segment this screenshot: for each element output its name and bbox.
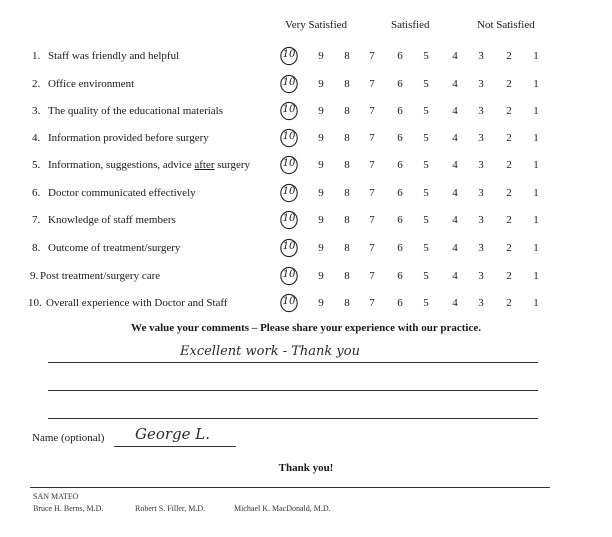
scale-value: 8 [344, 297, 350, 309]
scale-value: 3 [478, 50, 484, 62]
scale-value: 8 [344, 187, 350, 199]
footer-doctor-3: Michael K. MacDonald, M.D. [234, 504, 331, 513]
scale-value: 9 [318, 50, 324, 62]
scale-value: 2 [506, 297, 512, 309]
scale-value: 6 [397, 132, 403, 144]
scale-value: 6 [397, 297, 403, 309]
scale-value: 7 [369, 132, 375, 144]
scale-value: 2 [506, 187, 512, 199]
footer-rule [30, 487, 550, 488]
scale-value: 8 [344, 159, 350, 171]
footer-doctor-2: Robert S. Filler, M.D. [135, 504, 206, 513]
scale-value: 4 [452, 242, 458, 254]
question-number: 3. [32, 105, 41, 117]
question-row [0, 213, 612, 233]
scale-value: 1 [533, 78, 539, 90]
question-number: 1. [32, 50, 41, 62]
scale-value: 7 [369, 270, 375, 282]
scale-value: 5 [423, 242, 429, 254]
scale-value: 6 [397, 242, 403, 254]
scale-value: 2 [506, 242, 512, 254]
circled-rating [279, 293, 299, 313]
scale-value: 1 [533, 297, 539, 309]
question-text: Knowledge of staff members [48, 214, 176, 226]
scale-value: 5 [423, 297, 429, 309]
scale-value: 9 [318, 105, 324, 117]
question-row [0, 241, 612, 261]
scale-value: 5 [423, 78, 429, 90]
scale-value: 7 [369, 159, 375, 171]
scale-value: 4 [452, 270, 458, 282]
scale-value: 3 [478, 214, 484, 226]
scale-value: 2 [506, 78, 512, 90]
circled-rating [279, 266, 299, 286]
circled-rating [279, 101, 299, 121]
question-row [0, 296, 612, 316]
question-number: 5. [32, 159, 41, 171]
question-number: 4. [32, 132, 41, 144]
scale-value: 9 [318, 242, 324, 254]
question-text: Overall experience with Doctor and Staff [46, 297, 228, 309]
circled-value: 10 [282, 131, 296, 142]
question-row [0, 131, 612, 151]
question-row [0, 49, 612, 69]
header-very-satisfied: Very Satisfied [285, 19, 348, 31]
scale-value: 8 [344, 132, 350, 144]
scale-value: 5 [423, 159, 429, 171]
question-number: 7. [32, 214, 41, 226]
question-text: Outcome of treatment/surgery [48, 242, 181, 254]
scale-value: 6 [397, 187, 403, 199]
scale-value: 5 [423, 214, 429, 226]
scale-value: 5 [423, 270, 429, 282]
scale-value: 7 [369, 242, 375, 254]
scale-value: 6 [397, 270, 403, 282]
circled-value: 10 [282, 186, 296, 197]
footer-location: SAN MATEO [33, 492, 79, 501]
circled-rating [279, 210, 299, 230]
scale-value: 4 [452, 214, 458, 226]
question-text: Post treatment/surgery care [40, 270, 161, 282]
scale-value: 5 [423, 132, 429, 144]
question-number: 10. [28, 297, 42, 309]
scale-value: 2 [506, 132, 512, 144]
scale-value: 9 [318, 214, 324, 226]
question-text: Doctor communicated effectively [48, 187, 196, 199]
circled-value: 10 [282, 77, 296, 88]
scale-value: 3 [478, 78, 484, 90]
question-number: 6. [32, 187, 41, 199]
question-row [0, 158, 612, 178]
scale-value: 1 [533, 50, 539, 62]
circled-value: 10 [282, 158, 296, 169]
scale-value: 3 [478, 242, 484, 254]
circled-rating [279, 46, 299, 66]
scale-value: 5 [423, 50, 429, 62]
scale-value: 7 [369, 78, 375, 90]
scale-value: 4 [452, 50, 458, 62]
scale-value: 4 [452, 159, 458, 171]
scale-value: 7 [369, 105, 375, 117]
scale-value: 6 [397, 214, 403, 226]
scale-value: 3 [478, 159, 484, 171]
question-text-part: surgery [214, 159, 251, 171]
question-row [0, 104, 612, 124]
footer-doctor-1: Bruce H. Berns, M.D. [33, 504, 104, 513]
question-number: 8. [32, 242, 41, 254]
scale-value: 9 [318, 297, 324, 309]
question-text-part: Information, suggestions, advice [48, 159, 195, 171]
scale-value: 9 [318, 78, 324, 90]
name-line [114, 446, 236, 447]
scale-value: 8 [344, 50, 350, 62]
scale-value: 7 [369, 187, 375, 199]
scale-value: 3 [478, 297, 484, 309]
name-label: Name (optional) [32, 432, 105, 444]
scale-value: 5 [423, 105, 429, 117]
question-number: 9. [30, 270, 39, 282]
scale-value: 1 [533, 159, 539, 171]
scale-value: 5 [423, 187, 429, 199]
circled-rating [279, 74, 299, 94]
name-handwriting: George L. [135, 425, 211, 443]
circled-value: 10 [282, 241, 296, 252]
circled-value: 10 [282, 296, 296, 307]
scale-value: 2 [506, 159, 512, 171]
scale-value: 4 [452, 105, 458, 117]
question-text [48, 158, 250, 172]
comment-line-1 [48, 362, 538, 363]
scale-value: 6 [397, 50, 403, 62]
question-text: The quality of the educational materials [48, 105, 224, 117]
header-satisfied: Satisfied [391, 19, 430, 31]
circled-value: 10 [282, 213, 296, 224]
scale-value: 7 [369, 50, 375, 62]
thank-you-text: Thank you! [278, 462, 334, 474]
scale-value: 6 [397, 105, 403, 117]
scale-value: 4 [452, 187, 458, 199]
circled-rating [279, 183, 299, 203]
scale-value: 1 [533, 132, 539, 144]
question-row [0, 269, 612, 289]
scale-value: 2 [506, 214, 512, 226]
scale-value: 2 [506, 105, 512, 117]
scale-value: 3 [478, 187, 484, 199]
question-text: Information provided before surgery [48, 132, 209, 144]
scale-value: 9 [318, 159, 324, 171]
circled-rating [279, 155, 299, 175]
scale-value: 1 [533, 105, 539, 117]
comment-handwriting: Excellent work - Thank you [180, 344, 360, 359]
scale-value: 8 [344, 270, 350, 282]
scale-value: 8 [344, 78, 350, 90]
scale-value: 7 [369, 297, 375, 309]
scale-value: 8 [344, 214, 350, 226]
question-row [0, 77, 612, 97]
comment-line-3 [48, 418, 538, 419]
scale-value: 4 [452, 78, 458, 90]
scale-value: 3 [478, 270, 484, 282]
scale-value: 2 [506, 50, 512, 62]
scale-value: 2 [506, 270, 512, 282]
scale-value: 1 [533, 187, 539, 199]
circled-value: 10 [282, 49, 296, 60]
question-text-emphasis: after [194, 159, 215, 171]
scale-value: 3 [478, 105, 484, 117]
scale-value: 9 [318, 132, 324, 144]
scale-value: 9 [318, 270, 324, 282]
circled-rating [279, 128, 299, 148]
scale-value: 9 [318, 187, 324, 199]
comment-line-2 [48, 390, 538, 391]
scale-value: 3 [478, 132, 484, 144]
circled-value: 10 [282, 104, 296, 115]
scale-value: 4 [452, 132, 458, 144]
scale-value: 7 [369, 214, 375, 226]
question-text: Staff was friendly and helpful [48, 50, 180, 62]
scale-value: 1 [533, 214, 539, 226]
scale-value: 1 [533, 270, 539, 282]
scale-value: 6 [397, 159, 403, 171]
scale-value: 6 [397, 78, 403, 90]
circled-rating [279, 238, 299, 258]
scale-value: 8 [344, 242, 350, 254]
question-number: 2. [32, 78, 41, 90]
scale-value: 8 [344, 105, 350, 117]
scale-value: 1 [533, 242, 539, 254]
header-not-satisfied: Not Satisfied [477, 19, 535, 31]
question-text: Office environment [48, 78, 135, 90]
question-row [0, 186, 612, 206]
scale-value: 4 [452, 297, 458, 309]
circled-value: 10 [282, 269, 296, 280]
comments-header: We value your comments – Please share your experience with our practice. [131, 322, 481, 334]
